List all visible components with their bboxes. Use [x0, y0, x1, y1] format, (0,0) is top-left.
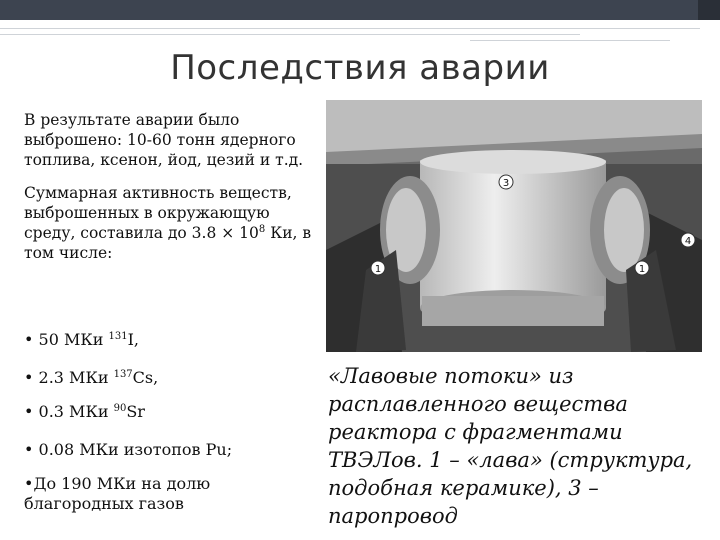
left-text-block: [24, 110, 324, 276]
activity-paragraph: Суммарная активность веществ, выброшенных в окружающую среду, составила до $3.8 \times 10^8$ Ки, в том числе:: [24, 184, 312, 262]
bullet-item: • 0.3 МКи $^{90}$Sr: [24, 402, 145, 421]
bullet-item: • 0.08 МКи изотопов Pu;: [24, 440, 233, 459]
header-bar: [0, 0, 720, 20]
header-rule: [470, 40, 670, 41]
bullet-item: • 2.3 МКи $^{137}$Cs,: [24, 368, 159, 387]
bullet-item: •До 190 МКи на долю благородных газов: [24, 474, 211, 513]
photo-label-1: 1: [638, 264, 646, 275]
photo-label-4: 4: [684, 236, 692, 247]
header-bar-corner: [698, 0, 720, 20]
slide-title: Последствия аварии: [170, 48, 550, 88]
photo-label-1: 1: [374, 264, 382, 275]
lava-flow-photo-drawing: [326, 100, 702, 352]
bullet-item: • 50 МКи $^{131}$I,: [24, 330, 139, 349]
intro-paragraph: В результате аварии было выброшено: 10-60 тонн ядерного топлива, ксенон, йод, цезий и т.д.: [24, 111, 304, 169]
header-rule: [0, 34, 580, 35]
lava-flow-photo: [326, 100, 702, 352]
photo-caption: «Лавовые потоки» из расплавленного вещества реактора с фрагментами ТВЭЛов. 1 – «лава» (структура, подобная керамике), 3 – паропровод: [328, 364, 693, 528]
header-rule: [0, 28, 700, 29]
photo-label-3: 3: [502, 178, 510, 189]
